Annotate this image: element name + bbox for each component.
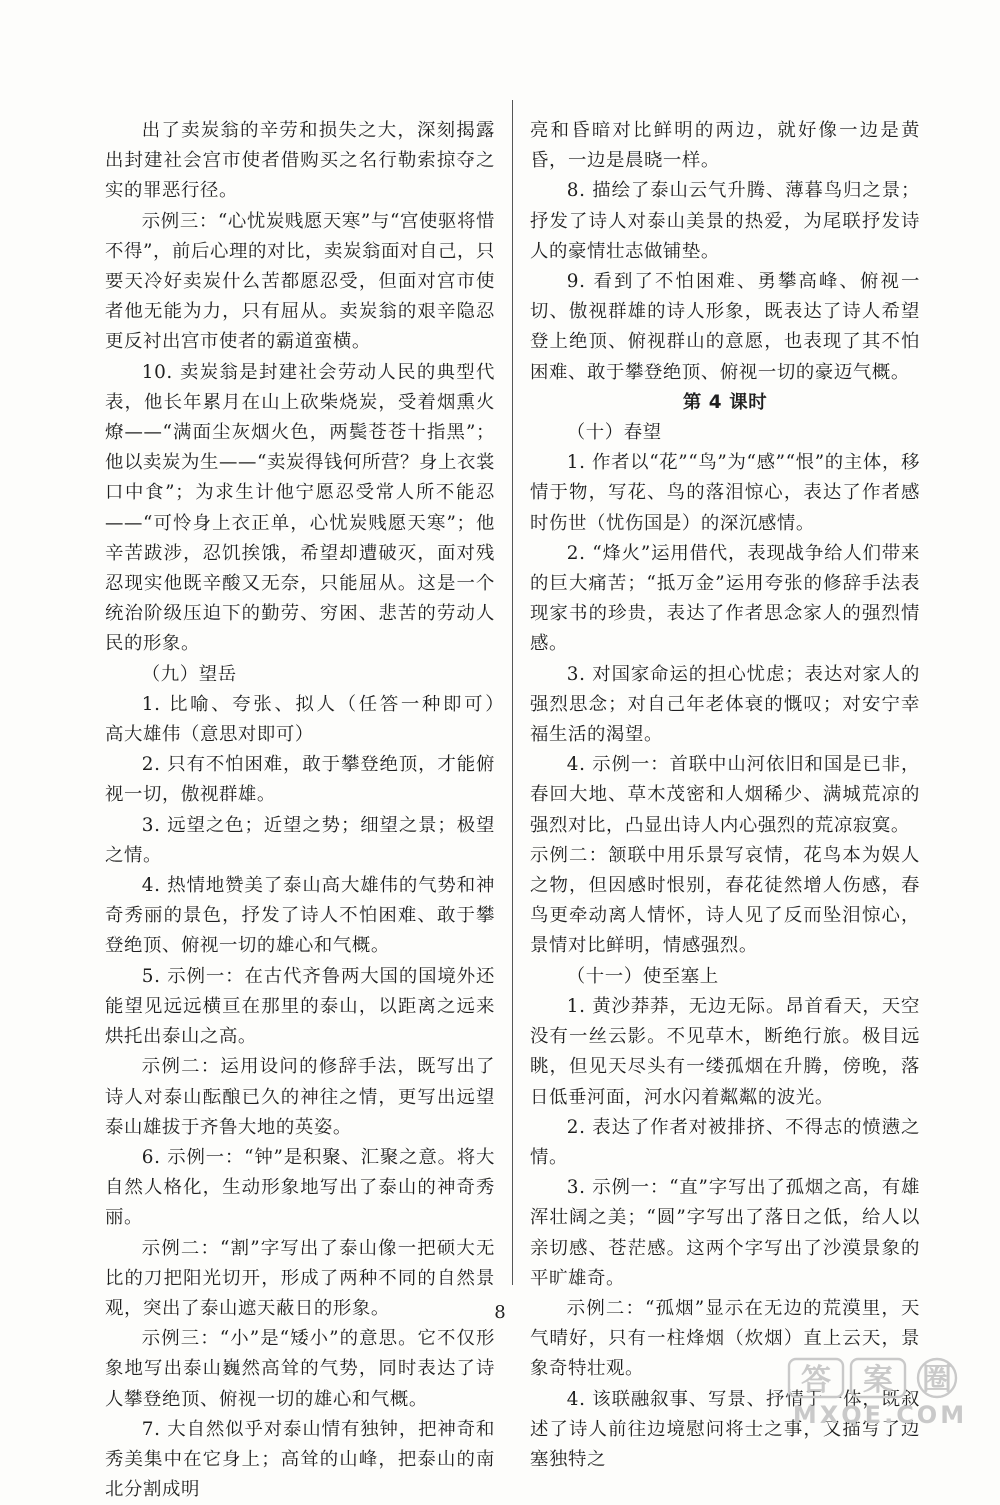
paragraph: 3. 远望之色；近望之势；细望之景；极望之情。: [105, 814, 495, 866]
paragraph: 10. 卖炭翁是封建社会劳动人民的典型代表，他长年累月在山上砍柴烧炭，受着烟熏火燎——“满面尘灰烟火色，两鬓苍苍十指黑”；他以卖炭为生——“卖炭得钱何所营？身上衣裳口中食”；为求生计他宁愿忍受常人所不能忍——“可怜身上衣正单，心忧炭贱愿天寒”；他辛苦跋涉，忍饥挨饿，希望却遭破灭，面对残忍现实他既辛酸又无奈，只能屈从。这是一个统治阶级压迫下的勤劳、穷困、悲苦的劳动人民的形象。: [105, 361, 495, 655]
left-column: [105, 116, 514, 1505]
section-title: （十）春望: [566, 422, 662, 444]
paragraph: 8. 描绘了泰山云气升腾、薄暮鸟归之景；抒发了诗人对泰山美景的热爱，为尾联抒发诗人的豪情壮志做铺垫。: [530, 180, 920, 262]
paragraph: 亮和昏暗对比鲜明的两边，就好像一边是黄昏，一边是晨晓一样。: [530, 120, 920, 172]
paragraph: 7. 大自然似乎对泰山情有独钟，把神奇和秀美集中在它身上；高耸的山峰，把泰山的南北分割成明: [105, 1418, 495, 1501]
paragraph: 1. 比喻、夸张、拟人（任答一种即可） 高大雄伟（意思对即可）: [105, 693, 514, 746]
paragraph: 出了卖炭翁的辛劳和损失之大，深刻揭露出封建社会宫市使者借购买之名行勒索掠夺之实的罪恶行径。: [105, 120, 495, 202]
paragraph: 1. 作者以“花”“鸟”为“感”“恨”的主体，移情于物，写花、鸟的落泪惊心，表达了作者感时伤世（忧伤国是）的深沉感情。: [530, 452, 920, 534]
paragraph: 4. 热情地赞美了泰山高大雄伟的气势和神奇秀丽的景色，抒发了诗人不怕困难、敢于攀登绝顶、俯视一切的雄心和气概。: [105, 875, 495, 957]
paragraph: 2. 只有不怕困难，敢于攀登绝顶，才能俯视一切，傲视群雄。: [105, 754, 495, 806]
paragraph: 示例三：“心忧炭贱愿天寒”与“宫使驱将惜不得”，前后心理的对比，卖炭翁面对自己，只要天冷好卖炭什么苦都愿忍受，但面对宫市使者他无能为力，只有屈从。卖炭翁的艰辛隐忍更反衬出宫市使者的霸道蛮横。: [105, 210, 495, 353]
watermark-text: MXQE.COM: [792, 1401, 968, 1427]
lesson-heading: 第 4 课时: [682, 391, 768, 413]
svg-text:圈: 圈: [922, 1362, 952, 1397]
paragraph: 示例二：“孤烟”显示在无边的荒漠里，天气晴好，只有一柱烽烟（炊烟）直上云天，景象奇特壮观。: [530, 1297, 920, 1380]
paragraph: 3. 对国家命运的担心忧虑；表达对家人的强烈思念；对自己年老体衰的慨叹；对安宁幸福生活的渴望。: [530, 663, 920, 746]
paragraph: 示例二：颔联中用乐景写哀情，花鸟本为娱人之物，但因感时恨别，春花徒然增人伤感，春鸟更牵动离人情怀，诗人见了反而坠泪惊心，景情对比鲜明，情感强烈。: [530, 844, 920, 957]
paragraph: 6. 示例一：“钟”是积聚、汇聚之意。将大自然人格化，生动形象地写出了泰山的神奇秀丽。: [105, 1146, 495, 1229]
paragraph: 1. 黄沙莽莽，无边无际。昂首看天，天空没有一丝云影。不见草木，断绝行旅。极目远眺，但见天尽头有一缕孤烟在升腾，傍晚，落日低垂河面，河水闪着粼粼的波光。: [530, 995, 920, 1108]
watermark-logo-icon: [785, 1355, 975, 1427]
paragraph: 4. 该联融叙事、写景、抒情于一体，既叙述了诗人前往边境慰问将士之事，又描写了边塞独特之: [530, 1388, 920, 1470]
column-divider: [512, 100, 513, 1285]
svg-text:案: 案: [863, 1363, 893, 1398]
paragraph: 9. 看到了不怕困难、勇攀高峰、俯视一切、傲视群雄的诗人形象，既表达了诗人希望登上绝顶、俯视群山的意愿，也表现了其不怕困难、敢于攀登绝顶、俯视一切的豪迈气概。: [530, 271, 920, 383]
section-title: （十一）使至塞上: [566, 965, 719, 987]
paragraph: 示例三：“小”是“矮小”的意思。它不仅形象地写出泰山巍然高耸的气势，同时表达了诗人攀登绝顶、俯视一切的雄心和气概。: [105, 1328, 495, 1410]
svg-text:答: 答: [801, 1363, 831, 1398]
paragraph: 4. 示例一：首联中山河依旧和国是已非，春回大地、草木茂密和人烟稀少、满城荒凉的强烈对比，凸显出诗人内心强烈的荒凉寂寞。: [530, 754, 920, 836]
paragraph: 3. 示例一：“直”字写出了孤烟之高，有雄浑壮阔之美；“圆”字写出了落日之低，给人以亲切感、苍茫感。这两个字写出了沙漠景象的平旷雄奇。: [530, 1177, 920, 1289]
paragraph: 2. 表达了作者对被排挤、不得志的愤懑之情。: [530, 1116, 920, 1168]
right-column: [530, 116, 920, 1475]
page-number: 8: [494, 1302, 506, 1323]
paragraph: 2. “烽火”运用借代，表现战争给人们带来的巨大痛苦；“抵万金”运用夸张的修辞手法表现家书的珍贵，表达了作者思念家人的强烈情感。: [530, 542, 920, 655]
paragraph: 5. 示例一：在古代齐鲁两大国的国境外还能望见远远横亘在那里的泰山，以距离之远来烘托出泰山之高。: [105, 965, 495, 1048]
paragraph: 示例二：“割”字写出了泰山像一把硕大无比的刀把阳光切开，形成了两种不同的自然景观，突出了泰山遮天蔽日的形象。: [105, 1237, 495, 1319]
paragraph: 示例二：运用设问的修辞手法，既写出了诗人对泰山酝酿已久的神往之情，更写出远望泰山雄拔于齐鲁大地的英姿。: [105, 1056, 495, 1138]
section-title: （九）望岳: [141, 663, 237, 685]
